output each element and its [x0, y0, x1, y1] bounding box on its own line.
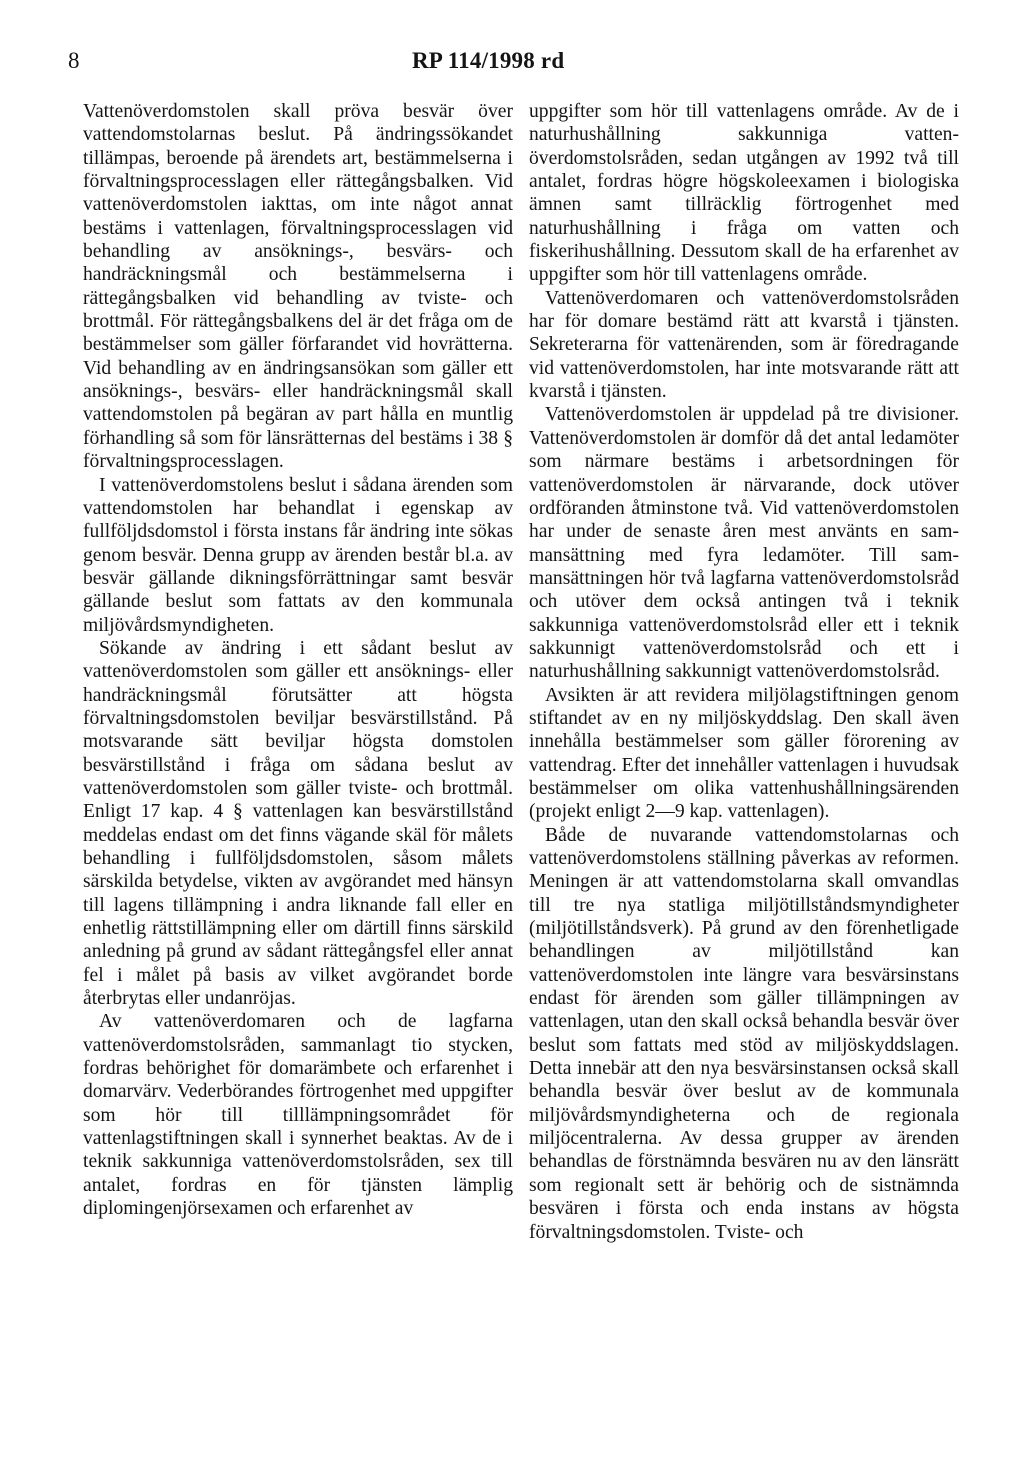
right-paragraph-1: uppgifter som hör till vattenlagens område. Av de i naturhushållning sakkunniga vattenöverdomstolsråden, sedan utgången av 1992 två till antalet, fordras högre högskoleexamen i biologiska ämnen samt tillräcklig förtrogenhet med naturhushållning i fråga om vatten och fiskerihushållning. Dessutom skall de ha erfarenhet av uppgifter som hör till vattenlagens område. — [529, 101, 959, 286]
left-paragraph-4: Av vattenöverdomaren och de lagfarna vattenöverdomstolsråden, sammanlagt tio stycken, fordras behörighet för domarämbete och erfarenhet i domarvärv. Vederbörandes förtrogenhet med uppgifter som hör till tilllämpningsområdet för vattenlagstiftningen skall i synnerhet beaktas. Av de i teknik sakkunniga vattenöverdomstolsråden, sex till antalet, fordras en för tjänsten lämplig diplomingenjörsexamen och erfarenhet av — [83, 1011, 513, 1220]
running-title: RP 114/1998 rd — [412, 48, 565, 73]
left-paragraph-3: Sökande av ändring i ett sådant beslut av vattenöverdomstolen som gäller ett ansöknings- eller handräckningsmål förutsätter att högsta förvaltningsdomstolen beviljar besvärstillstånd. På motsvarande sätt beviljar högsta domstolen besvärstillstånd i fråga om sådana beslut av vattenöverdomstolen som gäller tviste- och brottmål. Enligt 17 kap. 4 § vattenlagen kan besvärstillstånd meddelas endast om det finns vägande skäl för målets behandling i fullföljdsdomstolen, såsom målets särskilda betydelse, vikten av avgörandet med hänsyn till lagens tillämpning i andra liknande fall eller en enhetlig rättstillämpning eller om därtill finns särskild anledning på grund av sådant rättegångsfel eller annat fel i målet på basis av vilket avgörandet borde återbrytas eller undanröjas. — [83, 637, 513, 1010]
left-column — [83, 100, 513, 1221]
right-paragraph-4: Avsikten är att revidera miljölagstiftningen genom stiftandet av en ny miljöskyddslag. Den skall även innehålla bestämmelser som gäller förorening av vattendrag. Efter det innehåller vattenlagen i huvudsak bestämmelser om olika vattenhushållningsärenden (projekt enligt 2—9 kap. vattenlagen). — [529, 684, 959, 823]
right-paragraph-2: Vattenöverdomaren och vattenöverdomstolsråden har för domare bestämd rätt att kvarstå i tjänsten. Sekreterarna för vattenärenden, som är föredragande vid vattenöverdomstolen, har inte motsvarande rätt att kvarstå i tjänsten. — [529, 287, 959, 403]
right-paragraph-5: Både de nuvarande vattendomstolarnas och vattenöverdomstolens ställning påverkas av reformen. Meningen är att vattendomstolarna skall omvandlas till tre nya statliga miljötillståndsmyndigheter (miljötillståndsverk). På grund av den förenhetligade behandlingen av miljötillstånd kan vattenöverdomstolen inte längre vara besvärsinstans endast för ärenden som gäller tillämpningen av vattenlagen, utan den skall också behandla besvär över beslut som fattats med stöd av miljöskyddslagen. Detta innebär att den nya besvärsinstansen också skall behandla besvär över beslut av de kommunala miljövårdsmyndigheterna och de regionala miljöcentralerna. Av dessa grupper av ärenden behandlas de förstnämnda besvären nu av den länsrätt som regionalt sett är behörig och de sistnämnda besvären i första och enda instans av högsta förvaltningsdomstolen. Tviste- och — [529, 824, 959, 1243]
right-column — [529, 100, 959, 1244]
left-paragraph-2: I vattenöverdomstolens beslut i sådana ärenden som vattendomstolen har behandlat i egenskap av fullföljdsdomstol i första instans får ändring inte sökas genom besvär. Denna grupp av ärenden består bl.a. av besvär gällande dikningsförrättningar samt besvär gällande beslut som fattats av den kommunala miljövårdsmyndigheten. — [83, 474, 513, 636]
left-paragraph-1: Vattenöverdomstolen skall pröva besvär över vattendomstolarnas beslut. På ändringssökandet tillämpas, beroende på ärendets art, bestämmelserna i förvaltningsprocesslagen eller rättegångsbalken. Vid vattenöverdomstolen iakttas, om inte något annat bestäms i vattenlagen, förvaltningsprocesslagen vid behandling av ansöknings-, besvärs- och handräckningsmål och bestämmelserna i rättegångsbalken vid behandling av tviste- och brottmål. För rättegångsbalkens del är det fråga om de bestämmelser som gäller förfarandet vid hovrätterna. Vid behandling av en ändringsansökan som gäller ett ansöknings-, besvärs- eller handräckningsmål skall vattendomstolen på begäran av part hålla en muntlig förhandling så som för länsrätternas del bestäms i 38 § förvaltningsprocesslagen. — [83, 101, 513, 473]
page-number: 8 — [68, 48, 80, 73]
right-paragraph-3: Vattenöverdomstolen är uppdelad på tre divisioner. Vattenöverdomstolen är domför då det antal ledamöter som närmare bestäms i arbetsordningen för vattenöverdomstolen är närvarande, dock utöver ordföranden åtminstone två. Vid vattenöverdomstolen har under de senaste åren mest använts en sammansättning med fyra ledamöter. Till sammansättningen hör två lagfarna vattenöverdomstolsråd och utöver dem också antingen två i teknik sakkunniga vattenöverdomstolsråd eller ett i teknik sakkunnigt vattenöverdomstolsråd och ett i naturhushållning sakkunnigt vattenöverdomstolsråd. — [529, 404, 959, 683]
